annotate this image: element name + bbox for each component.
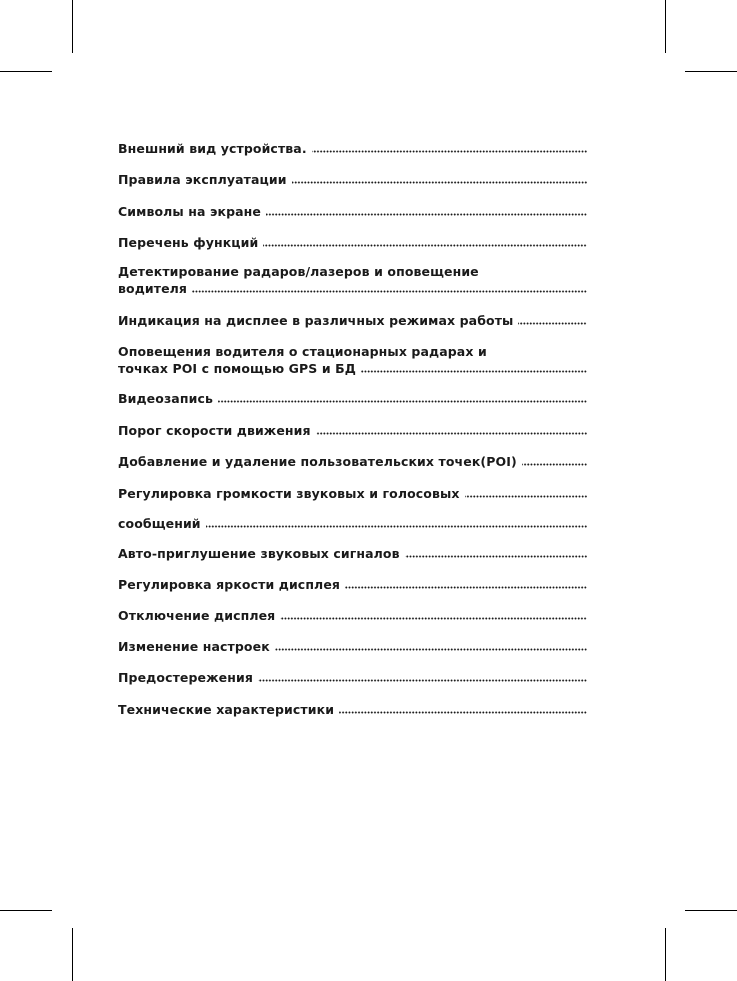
toc-entry-speed-threshold[interactable] — [118, 422, 587, 439]
toc-entry-title: Порог скорости движения — [118, 423, 311, 438]
toc-entry-operating-rules[interactable] — [118, 171, 587, 188]
toc-line — [118, 140, 587, 157]
toc-line — [118, 669, 587, 686]
toc-line — [118, 280, 587, 297]
crop-mark-bottom-right-horizontal — [685, 910, 737, 911]
dot-leader — [206, 524, 587, 528]
crop-mark-top-right-horizontal — [685, 71, 737, 72]
toc-entry-title-line-1: Детектирование радаров/лазеров и оповещение — [118, 264, 479, 279]
toc-entry-display-off[interactable] — [118, 607, 587, 624]
toc-entry-specifications[interactable] — [118, 701, 587, 718]
crop-mark-top-left-horizontal — [0, 71, 52, 72]
dot-leader — [292, 180, 587, 184]
dot-leader — [280, 616, 587, 620]
toc-entry-user-poi[interactable] — [118, 453, 587, 470]
toc-entry-title: сообщений — [118, 516, 201, 531]
crop-mark-bottom-left-vertical — [72, 928, 73, 981]
toc-line — [118, 485, 587, 502]
toc-entry-title: Перечень функций — [118, 235, 259, 250]
toc-line — [118, 263, 587, 280]
dot-leader — [345, 585, 587, 589]
toc-entry-video-recording[interactable] — [118, 390, 587, 407]
toc-line — [118, 422, 587, 439]
toc-line — [118, 701, 587, 718]
toc-entry-title-line-2: водителя — [118, 281, 188, 296]
dot-leader — [316, 431, 587, 435]
toc-entry-title: Регулировка яркости дисплея — [118, 577, 341, 592]
dot-leader — [192, 289, 587, 293]
toc-entry-title: Добавление и удаление пользовательских точек(POI) — [118, 454, 517, 469]
toc-entry-display-indication[interactable] — [118, 312, 587, 329]
dot-leader — [518, 321, 587, 325]
toc-entry-title: Отключение дисплея — [118, 608, 276, 623]
crop-mark-bottom-right-vertical — [665, 928, 666, 981]
toc-entry-auto-mute[interactable] — [118, 545, 587, 562]
toc-entry-radar-detection[interactable] — [118, 263, 587, 297]
toc-line — [118, 312, 587, 329]
toc-entry-volume-control[interactable] — [118, 485, 587, 502]
toc-line — [118, 576, 587, 593]
crop-mark-top-right-vertical — [665, 0, 666, 53]
toc-line — [118, 234, 587, 251]
toc-entry-screen-symbols[interactable] — [118, 203, 587, 220]
toc-entry-title: Внешний вид устройства. — [118, 141, 307, 156]
toc-entry-title: Символы на экране — [118, 204, 261, 219]
toc-entry-title-line-2: точках POI с помощью GPS и БД — [118, 361, 357, 376]
dot-leader — [266, 212, 587, 216]
toc-line — [118, 390, 587, 407]
toc-entry-title: Регулировка громкости звуковых и голосовых — [118, 486, 460, 501]
toc-line — [118, 360, 587, 377]
toc-entry-title: Правила эксплуатации — [118, 172, 287, 187]
toc-entry-brightness[interactable] — [118, 576, 587, 593]
toc-entry-stationary-radar-alerts[interactable] — [118, 343, 587, 377]
dot-leader — [263, 243, 587, 247]
toc-line — [118, 515, 587, 532]
toc-entry-title: Предостережения — [118, 670, 253, 685]
dot-leader — [361, 369, 587, 373]
toc-line — [118, 343, 587, 360]
toc-entry-settings[interactable] — [118, 638, 587, 655]
toc-entry-title: Технические характеристики — [118, 702, 335, 717]
dot-leader — [522, 462, 587, 466]
dot-leader — [339, 710, 587, 714]
dot-leader — [258, 678, 587, 682]
crop-mark-top-left-vertical — [72, 0, 73, 53]
toc-entry-title: Видеозапись — [118, 391, 213, 406]
toc-entry-messages[interactable] — [118, 515, 587, 532]
toc-entry-function-list[interactable] — [118, 234, 587, 251]
toc-line — [118, 607, 587, 624]
toc-entry-warnings[interactable] — [118, 669, 587, 686]
dot-leader — [465, 494, 587, 498]
toc-entry-title-line-1: Оповещения водителя о стационарных радарах и — [118, 344, 487, 359]
dot-leader — [218, 399, 587, 403]
toc-entry-exterior[interactable] — [118, 140, 587, 157]
dot-leader — [405, 554, 587, 558]
toc-line — [118, 203, 587, 220]
toc-entry-title: Индикация на дисплее в различных режимах работы — [118, 313, 514, 328]
toc-entry-title: Авто-приглушение звуковых сигналов — [118, 546, 400, 561]
toc-entry-title: Изменение настроек — [118, 639, 270, 654]
dot-leader — [275, 647, 587, 651]
toc-line — [118, 545, 587, 562]
toc-line — [118, 453, 587, 470]
dot-leader — [312, 149, 587, 153]
crop-mark-bottom-left-horizontal — [0, 910, 52, 911]
toc-line — [118, 171, 587, 188]
toc-line — [118, 638, 587, 655]
